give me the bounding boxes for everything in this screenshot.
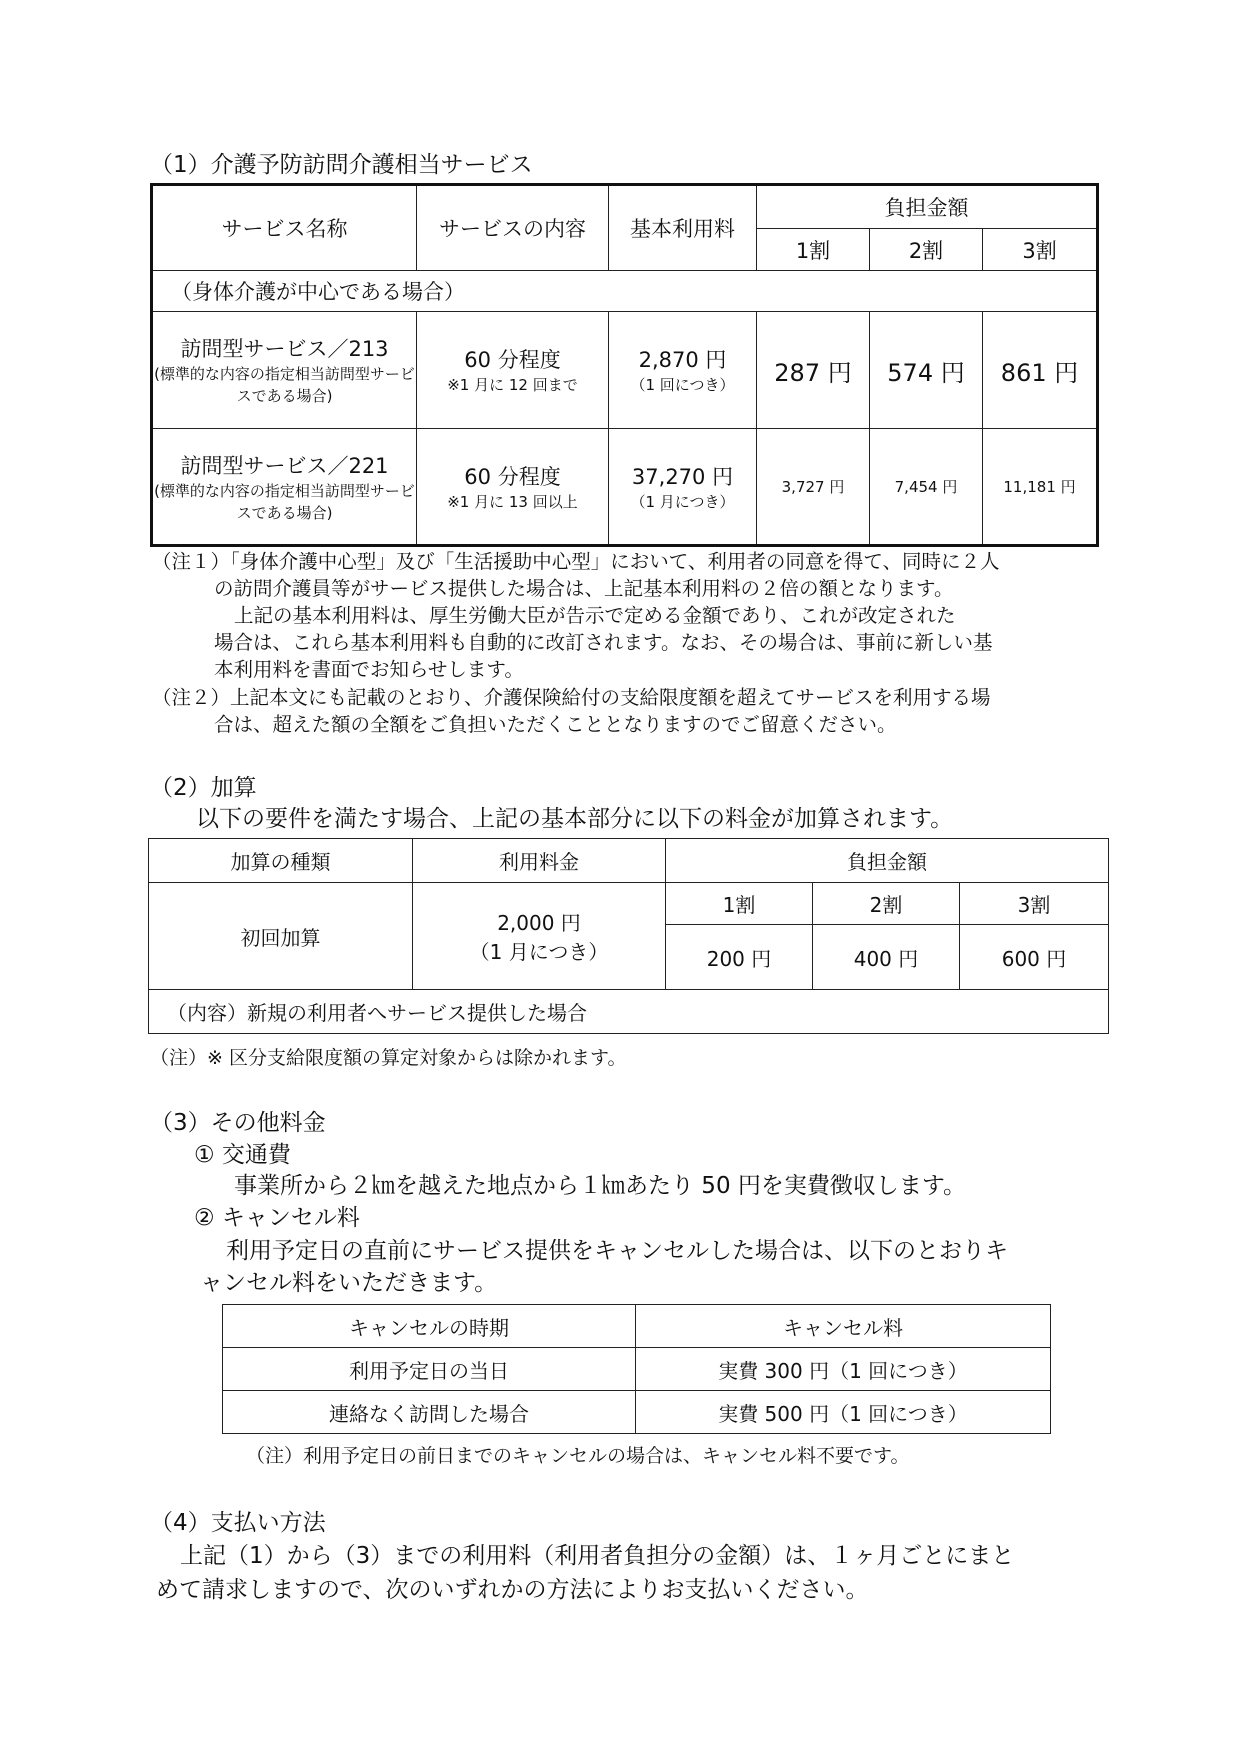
note-1-line-3: 上記の基本利用料は、厚生労働大臣が告示で定める金額であり、これが改定された [234,604,956,627]
header-service-name: サービス名称 [152,185,417,271]
basic-fee: 37,270 円 [631,464,734,489]
cancel-title: ② キャンセル料 [194,1205,360,1231]
note-1-line-5: 本利用料を書面でお知らせします。 [214,658,524,681]
service-name: 訪問型サービス／213 [180,337,389,361]
note-1-line-4: 場合は、これら基本利用料も自動的に改訂されます。なお、その場合は、事前に新しい基 [214,631,993,654]
basic-fee-sub: （1 回につき） [630,376,735,394]
note-2-line-1: （注２）上記本文にも記載のとおり、介護保険給付の支給限度額を超えてサービスを利用する場 [152,686,991,709]
service-content: 60 分程度 [464,464,561,489]
header-service-content: サービスの内容 [417,185,609,271]
service-name: 訪問型サービス／221 [180,453,389,478]
header-addition-burden: 負担金額 [666,839,1109,883]
section2-intro: 以下の要件を満たす場合、上記の基本部分に以下の料金が加算されます。 [196,806,954,832]
header-cancel-timing: キャンセルの時期 [223,1305,636,1348]
addition-header-rate-1: 1割 [666,883,813,925]
burden-rate-2: 7,454 円 [870,429,983,546]
section3-title: （3）その他料金 [150,1110,326,1136]
addition-header-rate-2: 2割 [813,883,960,925]
cancel-fee-table [222,1304,1051,1434]
header-rate-3: 3割 [983,229,1098,271]
burden-rate-1: 3,727 円 [757,429,870,546]
header-basic-fee: 基本利用料 [609,185,757,271]
service-name-sub: (標準的な内容の指定相当訪問型サービスである場合) [154,481,415,522]
cancel-fee: 実費 300 円（1 回につき） [636,1348,1051,1391]
burden-rate-2: 574 円 [870,312,983,429]
addition-burden-1: 200 円 [666,925,813,990]
addition-content: （内容）新規の利用者へサービス提供した場合 [149,990,1109,1034]
section2-title: （2）加算 [150,775,257,801]
addition-header-rate-3: 3割 [960,883,1109,925]
service-fee-table [150,183,1099,547]
note-1-line-1: （注１）「身体介護中心型」及び「生活援助中心型」において、利用者の同意を得て、同時に２人 [152,550,1000,573]
burden-rate-1: 287 円 [757,312,870,429]
header-rate-1: 1割 [757,229,870,271]
section2-note: （注）※ 区分支給限度額の算定対象からは除かれます。 [150,1047,627,1069]
addition-burden-3: 600 円 [960,925,1109,990]
transport-text: 事業所から２㎞を越えた地点から１㎞あたり 50 円を実費徴収します。 [234,1173,967,1199]
cancel-timing: 連絡なく訪問した場合 [223,1391,636,1434]
service-content-sub: ※1 月に 12 回まで [447,376,578,394]
addition-fee-sub: （1 月につき） [469,940,609,964]
burden-rate-3: 861 円 [983,312,1098,429]
transport-title: ① 交通費 [194,1142,291,1168]
note-1-line-2: の訪問介護員等がサービス提供した場合は、上記基本利用料の２倍の額となります。 [214,577,954,600]
header-rate-2: 2割 [870,229,983,271]
service-content: 60 分程度 [464,348,561,372]
service-content-sub: ※1 月に 13 回以上 [447,492,578,511]
addition-type: 初回加算 [149,883,413,990]
note-2-line-2: 合は、超えた額の全額をご負担いただくこととなりますのでご留意ください。 [214,713,897,736]
section4-title: （4）支払い方法 [150,1510,326,1536]
basic-fee-sub: （1 月につき） [630,492,735,511]
table-row [152,429,1098,546]
category-row: （身体介護が中心である場合） [152,271,1098,312]
table-row [223,1348,1051,1391]
header-addition-type: 加算の種類 [149,839,413,883]
basic-fee: 2,870 円 [638,348,727,372]
cancel-text-2: ャンセル料をいただきます。 [200,1270,498,1296]
header-burden: 負担金額 [757,185,1098,229]
addition-burden-2: 400 円 [813,925,960,990]
cancel-text-1: 利用予定日の直前にサービス提供をキャンセルした場合は、以下のとおりキ [226,1238,1008,1264]
service-name-sub: (標準的な内容の指定相当訪問型サービスである場合) [154,365,415,405]
burden-rate-3: 11,181 円 [983,429,1098,546]
header-addition-fee: 利用料金 [413,839,666,883]
table-row [152,312,1098,429]
cancel-fee: 実費 500 円（1 回につき） [636,1391,1051,1434]
addition-fee-table [148,838,1109,1034]
cancel-timing: 利用予定日の当日 [223,1348,636,1391]
section3-note: （注）利用予定日の前日までのキャンセルの場合は、キャンセル料不要です。 [246,1445,910,1467]
addition-fee: 2,000 円 [497,911,581,935]
section1-title: （1）介護予防訪問介護相当サービス [150,152,533,178]
header-cancel-fee: キャンセル料 [636,1305,1051,1348]
table-row [223,1391,1051,1434]
section4-text-1: 上記（1）から（3）までの利用料（利用者負担分の金額）は、１ヶ月ごとにまと [180,1543,1015,1569]
section4-text-2: めて請求しますので、次のいずれかの方法によりお支払いください。 [156,1577,869,1603]
